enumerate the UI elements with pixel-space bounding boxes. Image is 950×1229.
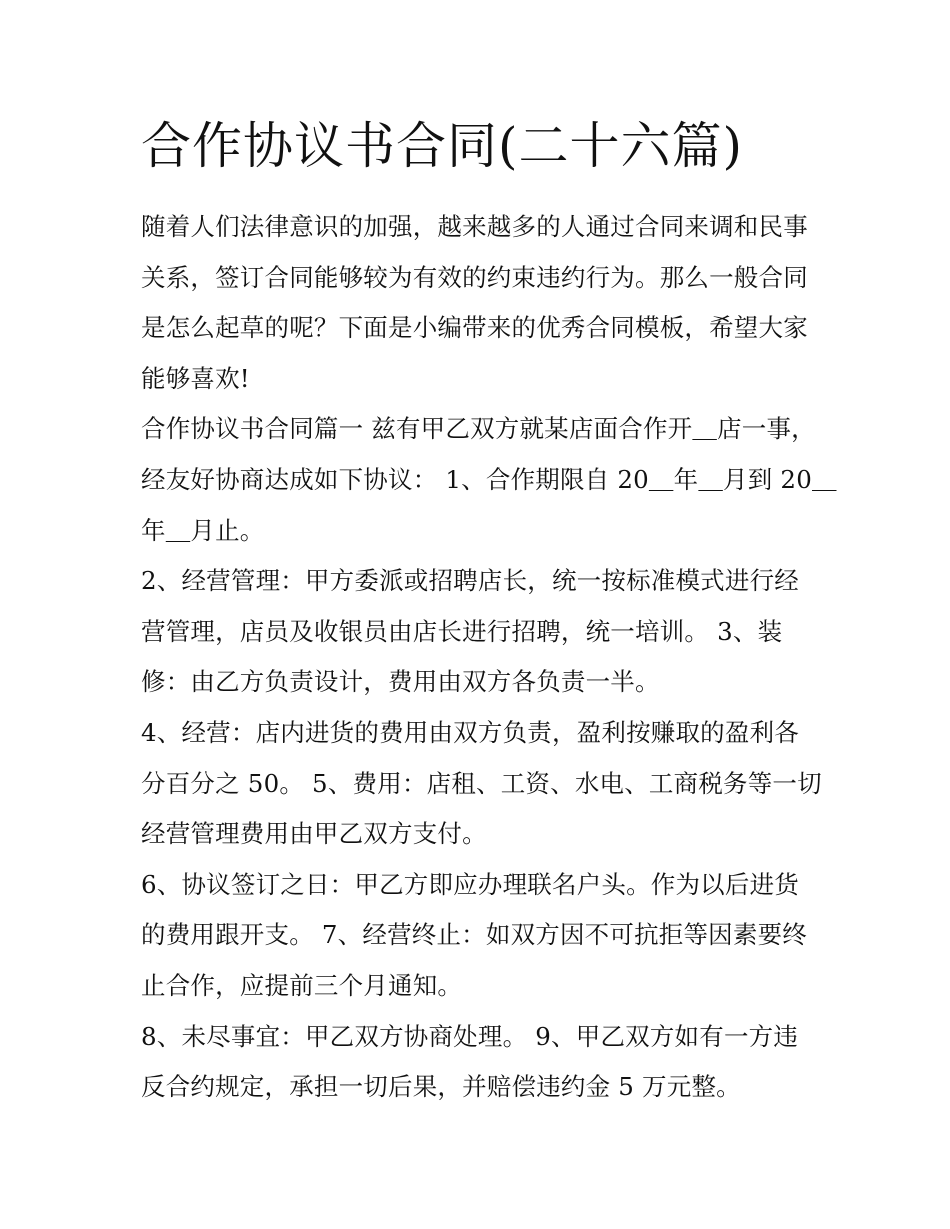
paragraph-line: 反合约规定，承担一切后果，并赔偿违约金 5 万元整。: [141, 1072, 741, 1102]
paragraph-line: 能够喜欢!: [141, 363, 250, 393]
paragraph-line: 年＿月止。: [141, 515, 265, 545]
clause-paragraph-2: [141, 556, 821, 708]
paragraph-line: 营管理，店员及收银员由店长进行招聘，统一培训。 3、装: [141, 616, 783, 646]
clause-paragraph-3: [141, 708, 821, 860]
paragraph-line: 经营管理费用由甲乙双方支付。: [141, 819, 487, 849]
paragraph-line: 止合作，应提前三个月通知。: [141, 970, 463, 1000]
intro-paragraph: [141, 202, 821, 404]
paragraph-line: 是怎么起草的呢？下面是小编带来的优秀合同模板，希望大家: [141, 313, 808, 343]
clause-paragraph-4: [141, 860, 821, 1012]
paragraph-line: 4、经营：店内进货的费用由双方负责，盈利按赚取的盈利各: [141, 717, 799, 747]
paragraph-line: 8、未尽事宜：甲乙双方协商处理。 9、甲乙双方如有一方违: [141, 1021, 799, 1051]
clause-paragraph-1: [141, 404, 837, 556]
paragraph-line: 的费用跟开支。 7、经营终止：如双方因不可抗拒等因素要终: [141, 920, 807, 950]
paragraph-line: 分百分之 50。 5、费用：店租、工资、水电、工商税务等一切: [141, 768, 822, 798]
paragraph-line: 2、经营管理：甲方委派或招聘店长，统一按标准模式进行经: [141, 566, 799, 596]
paragraph-line: 修：由乙方负责设计，费用由双方各负责一半。: [141, 667, 660, 697]
clause-paragraph-5: [141, 1012, 821, 1113]
paragraph-line: 随着人们法律意识的加强，越来越多的人通过合同来调和民事: [141, 212, 808, 241]
paragraph-line: 经友好协商达成如下协议： 1、合作期限自 20＿年＿月到 20＿: [141, 464, 837, 494]
document-title: 合作协议书合同(二十六篇): [141, 117, 744, 175]
paragraph-line: 6、协议签订之日：甲乙方即应办理联名户头。作为以后进货: [141, 869, 799, 899]
document-page: [141, 112, 837, 1113]
paragraph-line: 关系，签订合同能够较为有效的约束违约行为。那么一般合同: [141, 262, 808, 292]
paragraph-line: 合作协议书合同篇一 兹有甲乙双方就某店面合作开＿店一事，: [141, 414, 816, 444]
